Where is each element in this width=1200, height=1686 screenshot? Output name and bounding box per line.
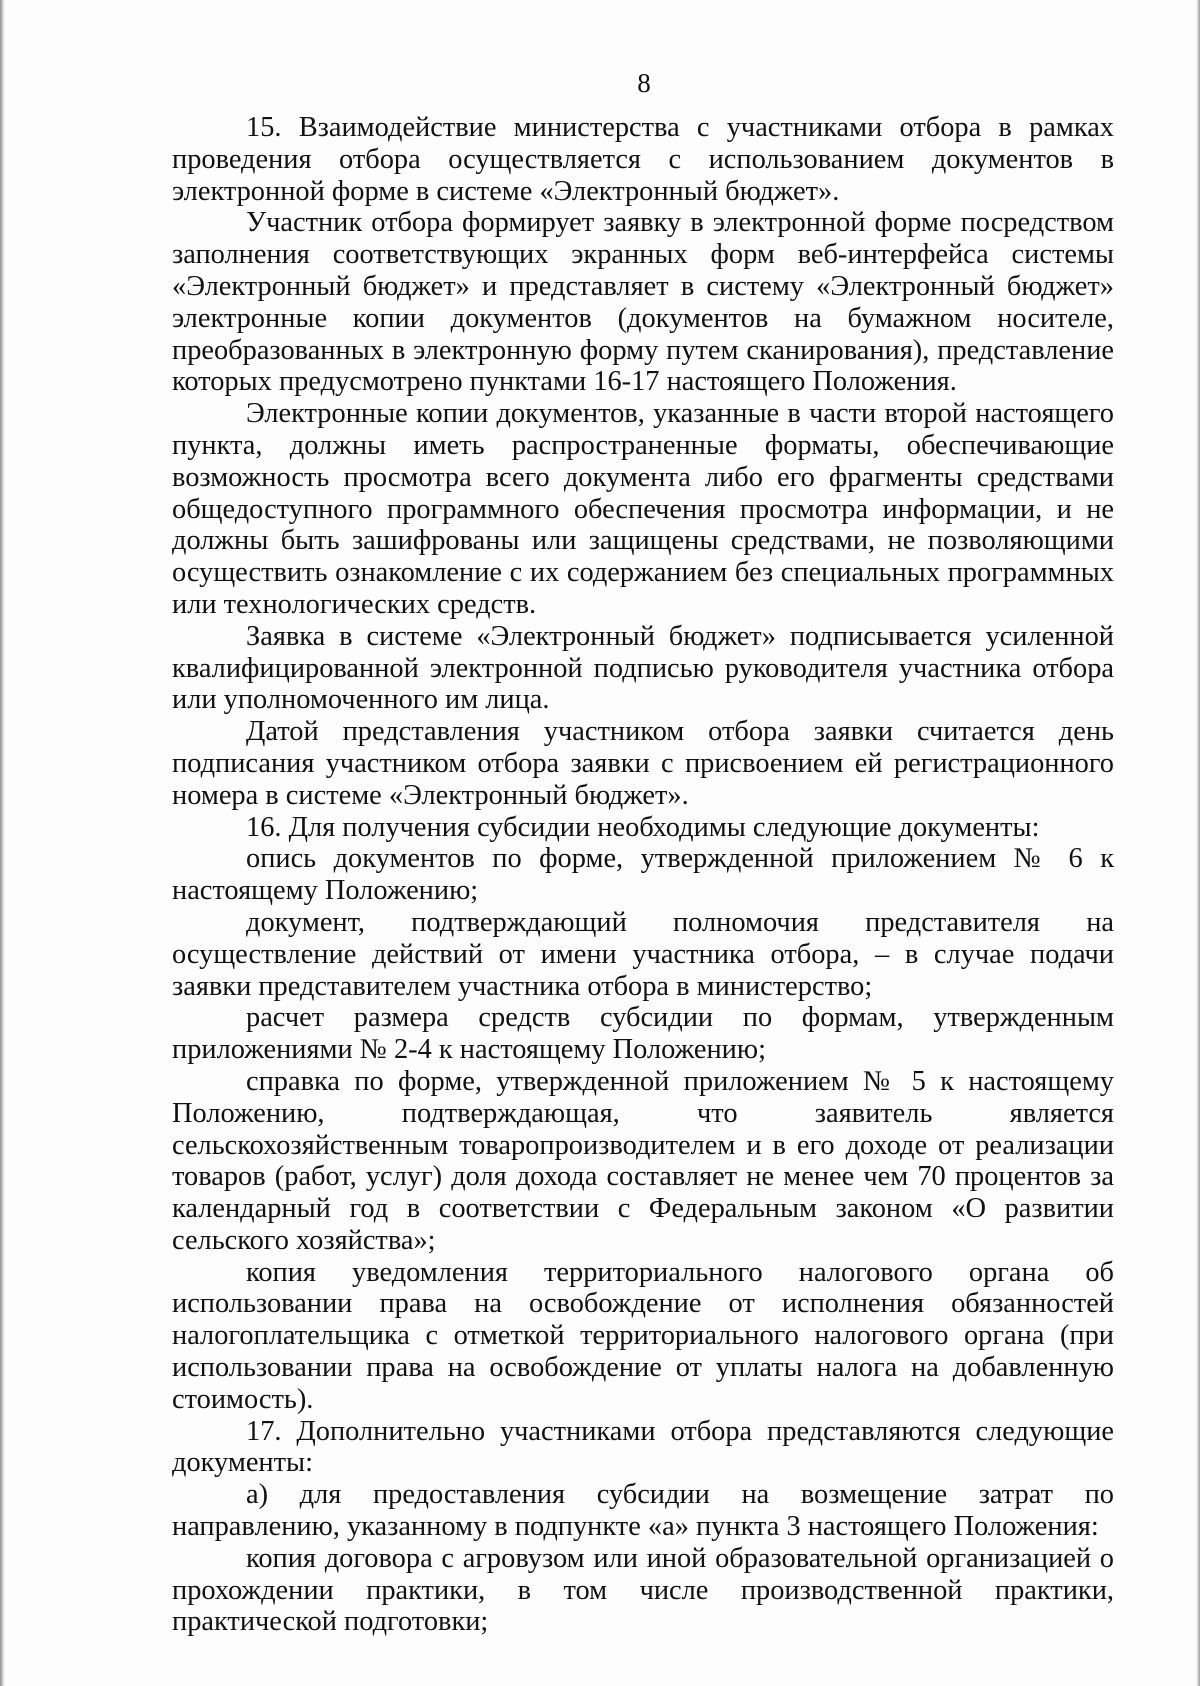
paragraph-17: 17. Дополнительно участниками отбора представляются следующие документы: — [172, 1415, 1114, 1479]
document-body — [172, 112, 1114, 1638]
scan-edge-right — [1196, 0, 1200, 1686]
paragraph-15: 15. Взаимодействие министерства с участниками отбора в рамках проведения отбора осуществляется с использованием документов в электронной форме в системе «Электронный бюджет». — [172, 112, 1114, 207]
paragraph-signature: Заявка в системе «Электронный бюджет» подписывается усиленной квалифицированной электронной подписью руководителя участника отбора или уполномоченного им лица. — [172, 620, 1114, 716]
list-item-tax-notice: копия уведомления территориального налогового органа об использовании права на освобождение от исполнения обязанностей налогоплательщика с отметкой территориального налогового органа (при использовании права на освобождение от уплаты налога на добавленную стоимость). — [172, 1256, 1114, 1415]
paragraph-application-form: Участник отбора формирует заявку в электронной форме посредством заполнения соответствующих экранных форм веб-интерфейса системы «Электронный бюджет» и представляет в систему «Электронный бюджет» электронные копии документов (документов на бумажном носителе, преобразованных в электронную форму путем сканирования), представление которых предусмотрено пунктами 16-17 настоящего Положения. — [172, 207, 1114, 398]
list-item-calculation: расчет размера средств субсидии по формам, утвержденным приложениями № 2-4 к настоящему Положению; — [172, 1002, 1114, 1066]
paragraph-submission-date: Датой представления участником отбора заявки считается день подписания участником отбора заявки с присвоением ей регистрационного номера в системе «Электронный бюджет». — [172, 716, 1114, 811]
list-item-inventory: опись документов по форме, утвержденной приложением № 6 к настоящему Положению; — [172, 843, 1114, 907]
paragraph-electronic-copies: Электронные копии документов, указанные в части второй настоящего пункта, должны иметь распространенные форматы, обеспечивающие возможность просмотра всего документа либо его фрагменты средствами общедоступного программного обеспечения просмотра информации, и не должны быть зашифрованы или защищены средствами, не позволяющими осуществить ознакомление с их содержанием без специальных программных или технологических средств. — [172, 398, 1114, 620]
paragraph-17-a: а) для предоставления субсидии на возмещение затрат по направлению, указанному в подпункте «а» пункта 3 настоящего Положения: — [172, 1479, 1114, 1543]
list-item-contract-copy: копия договора с агровузом или иной образовательной организацией о прохождении практики, в том числе производственной практики, практической подготовки; — [172, 1542, 1114, 1638]
paragraph-16: 16. Для получения субсидии необходимы следующие документы: — [246, 811, 1040, 843]
list-item-authority: документ, подтверждающий полномочия представителя на осуществление действий от имени участника отбора, – в случае подачи заявки представителем участника отбора в министерство; — [172, 906, 1114, 1002]
list-item-certificate: справка по форме, утвержденной приложением № 5 к настоящему Положению, подтверждающая, что заявитель является сельскохозяйственным товаропроизводителем и в его доходе от реализации товаров (работ, услуг) доля дохода составляет не менее чем 70 процентов за календарный год в соответствии с Федеральным законом «О развитии сельского хозяйства»; — [172, 1065, 1114, 1256]
page-number: 8 — [637, 68, 651, 98]
scan-edge-left — [0, 0, 5, 1686]
